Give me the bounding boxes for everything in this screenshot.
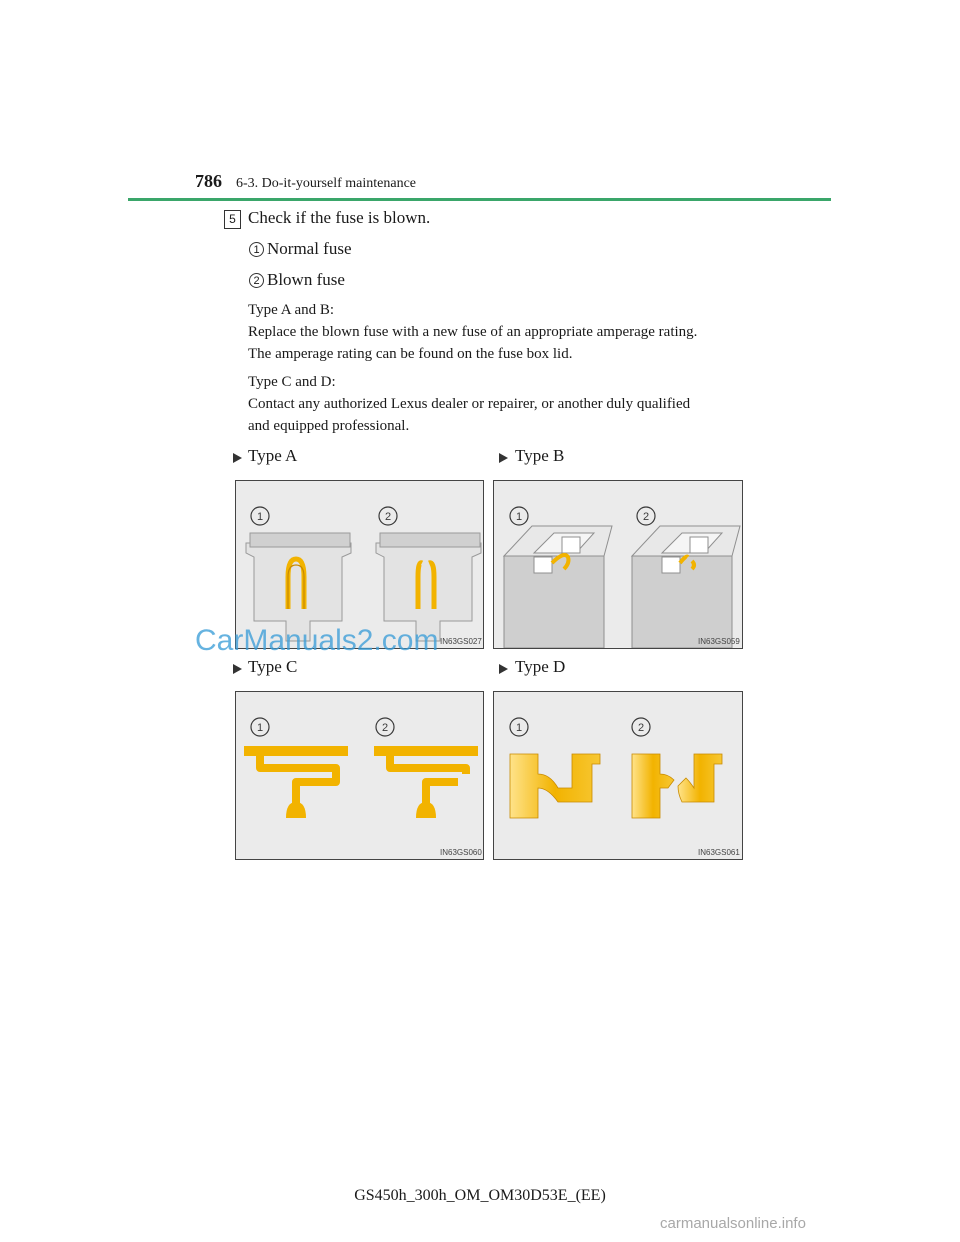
figure-type-d	[493, 691, 743, 860]
fig-c-marker-1: 1	[256, 722, 264, 734]
normal-fuse-b-illustration	[504, 526, 612, 648]
type-d-label: Type D	[515, 657, 566, 676]
figure-type-b	[493, 480, 743, 649]
normal-fuse-d-illustration	[510, 754, 600, 818]
fig-c-code: IN63GS060	[440, 848, 482, 857]
document-id: GS450h_300h_OM_OM30D53E_(EE)	[354, 1187, 606, 1204]
note-cd	[248, 371, 768, 437]
fig-d-code: IN63GS061	[698, 848, 740, 857]
type-b-label: Type B	[515, 446, 565, 465]
triangle-bullet-icon	[499, 664, 508, 674]
step-number-box: 5	[224, 210, 241, 229]
fig-b-code: IN63GS059	[698, 637, 740, 646]
type-c-label: Type C	[248, 657, 298, 676]
fig-b-marker-1: 1	[515, 511, 523, 523]
header-rule	[128, 198, 831, 201]
blown-fuse-d-illustration	[632, 754, 722, 818]
fig-a-marker-2: 2	[384, 511, 392, 523]
watermark-top: CarManuals2.com	[195, 624, 439, 657]
note-ab-line2: The amperage rating can be found on the fuse box lid.	[248, 346, 573, 362]
marker-1-icon: 1	[249, 242, 264, 257]
step-instruction: Check if the fuse is blown.	[248, 208, 431, 227]
blown-fuse-b-illustration	[632, 526, 740, 648]
fig-a-code: IN63GS027	[440, 637, 482, 646]
note-cd-line1: Contact any authorized Lexus dealer or repairer, or another duly qualified	[248, 396, 691, 412]
note-cd-line2: and equipped professional.	[248, 418, 410, 434]
fig-d-marker-2: 2	[637, 722, 645, 734]
note-ab-line1: Replace the blown fuse with a new fuse of an appropriate amperage rating.	[248, 324, 698, 340]
watermark-bottom: carmanualsonline.info	[660, 1215, 806, 1232]
triangle-bullet-icon	[233, 664, 242, 674]
fig-b-marker-2: 2	[642, 511, 650, 523]
note-cd-title: Type C and D:	[248, 374, 336, 390]
blown-fuse-label: Blown fuse	[267, 270, 345, 289]
fig-a-marker-1: 1	[256, 511, 264, 523]
normal-fuse-label: Normal fuse	[267, 239, 352, 258]
triangle-bullet-icon	[499, 453, 508, 463]
section-title: 6-3. Do-it-yourself maintenance	[236, 176, 416, 191]
fig-d-marker-1: 1	[515, 722, 523, 734]
triangle-bullet-icon	[233, 453, 242, 463]
note-ab-title: Type A and B:	[248, 302, 335, 318]
marker-2-icon: 2	[249, 273, 264, 288]
page-number: 786	[195, 171, 222, 191]
blown-fuse-c-illustration	[374, 746, 478, 818]
type-a-label: Type A	[248, 446, 298, 465]
note-ab	[248, 299, 768, 365]
fig-c-marker-2: 2	[381, 722, 389, 734]
figure-type-c	[235, 691, 484, 860]
normal-fuse-c-illustration	[244, 746, 348, 818]
